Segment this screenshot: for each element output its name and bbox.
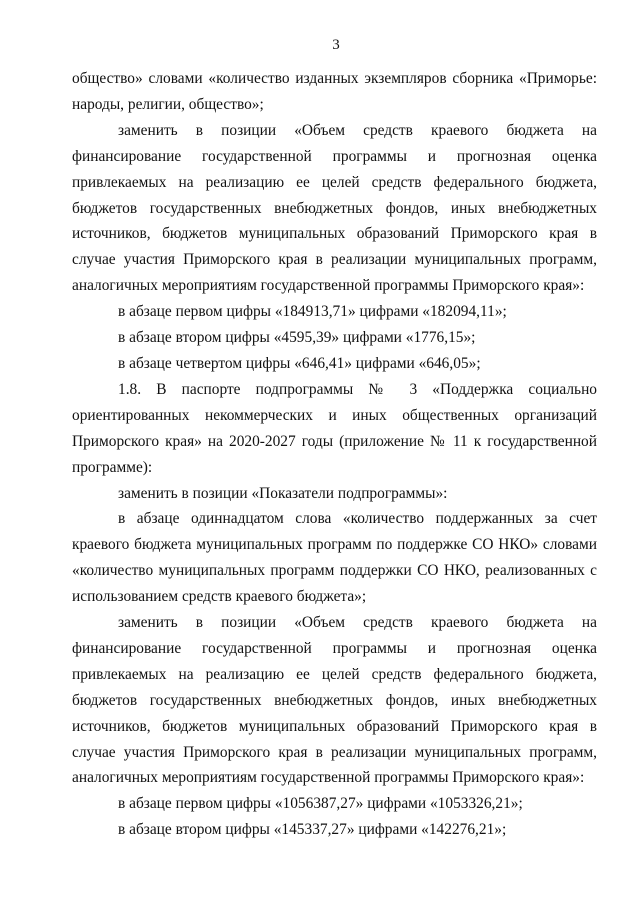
document-body bbox=[72, 66, 597, 843]
paragraph-replace-funding-position: заменить в позиции «Объем средств краевого бюджета на финансирование государственной программы и прогнозная оценка привлекаемых на реализацию ее целей средств федерального бюджета, бюджетов государственных внебюджетных фондов, иных внебюджетных источников, бюджетов муниципальных образований Приморского края в случае участия Приморского края в реализации муниципальных программ, аналогичных мероприятиям государственной программы Приморского края»: bbox=[72, 121, 597, 295]
page-number: 3 bbox=[332, 37, 340, 53]
paragraph-item-1-8: 1.8. В паспорте подпрограммы № 3 «Поддержка социально ориентированных некоммерческих и иных общественных организаций Приморского края» на 2020-2027 годы (приложение № 11 к государственной программе): bbox=[72, 380, 597, 476]
paragraph-second-abzac-figures-2: в абзаце втором цифры «145337,27» цифрами «142276,21»; bbox=[118, 821, 507, 839]
paragraph-continuation: общество» словами «количество изданных экземпляров сборника «Приморье: народы, религии, общество»; bbox=[72, 70, 597, 113]
paragraph-first-abzac-figures-2: в абзаце первом цифры «1056387,27» цифрами «1053326,21»; bbox=[118, 795, 523, 813]
paragraph-fourth-abzac-figures: в абзаце четвертом цифры «646,41» цифрами «646,05»; bbox=[118, 354, 481, 372]
paragraph-replace-funding-position-2: заменить в позиции «Объем средств краевого бюджета на финансирование государственной программы и прогнозная оценка привлекаемых на реализацию ее целей средств федерального бюджета, бюджетов государственных внебюджетных фондов, иных внебюджетных источников, бюджетов муниципальных образований Приморского края в случае участия Приморского края в реализации муниципальных программ, аналогичных мероприятиям государственной программы Приморского края»: bbox=[72, 614, 597, 787]
paragraph-replace-indicators: заменить в позиции «Показатели подпрограммы»: bbox=[118, 484, 448, 502]
paragraph-eleventh-abzac-words: в абзаце одиннадцатом слова «количество поддержанных за счет краевого бюджета муниципальных программ по поддержке СО НКО» словами «количество муниципальных программ поддержки СО НКО, реализованных с использованием средств краевого бюджета»; bbox=[72, 510, 597, 606]
paragraph-first-abzac-figures: в абзаце первом цифры «184913,71» цифрами «182094,11»; bbox=[118, 303, 507, 321]
paragraph-second-abzac-figures: в абзаце втором цифры «4595,39» цифрами «1776,15»; bbox=[118, 329, 476, 347]
